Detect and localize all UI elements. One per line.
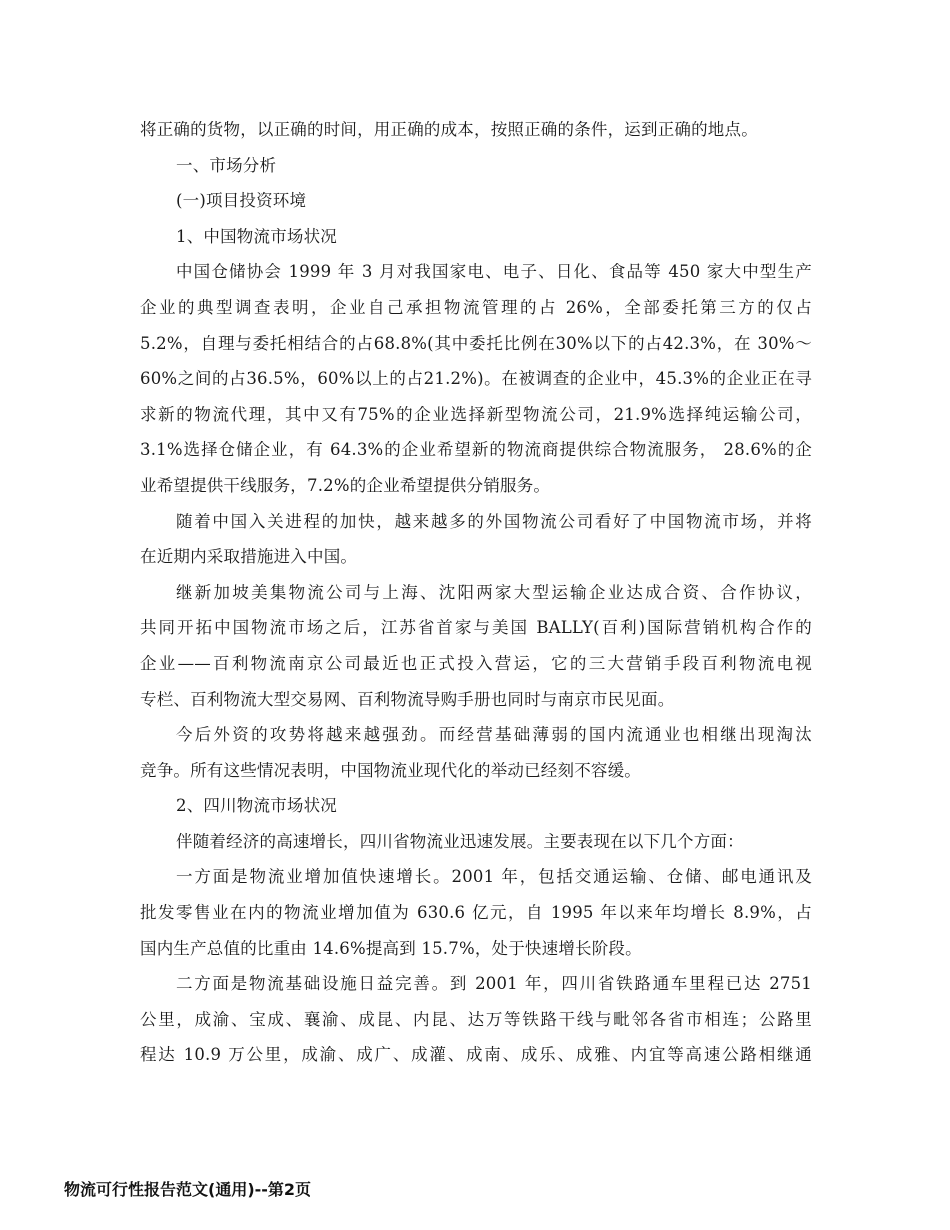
text-line: 在近期内采取措施进入中国。 <box>140 547 358 567</box>
text-line: 一方面是物流业增加值快速增长。2001 年，包括交通运输、仓储、邮电通讯及 <box>176 867 812 887</box>
section-heading: 2、四川物流市场状况 <box>176 796 337 816</box>
text-line: 60%之间的占36.5%，60%以上的占21.2%)。在被调查的企业中，45.3%的企业正在寻 <box>140 369 812 389</box>
text-line: 共同开拓中国物流市场之后，江苏省首家与美国 BALLY(百利)国际营销机构合作的 <box>140 618 812 638</box>
text-line: 国内生产总值的比重由 14.6%提高到 15.7%，处于快速增长阶段。 <box>140 938 642 958</box>
text-line: 3.1%选择仓储企业，有 64.3%的企业希望新的物流商提供综合物流服务， 28.6%的企 <box>140 440 812 460</box>
text-line: 5.2%，自理与委托相结合的占68.8%(其中委托比例在30%以下的占42.3%，在 30%～ <box>140 333 812 353</box>
section-heading: (一)项目投资环境 <box>176 191 307 211</box>
text-line: 程达 10.9 万公里，成渝、成广、成灌、成南、成乐、成雅、内宜等高速公路相继通 <box>140 1045 812 1065</box>
text-line: 今后外资的攻势将越来越强劲。而经营基础薄弱的国内流通业也相继出现淘汰 <box>176 725 812 745</box>
text-line: 继新加坡美集物流公司与上海、沈阳两家大型运输企业达成合资、合作协议， <box>176 582 812 602</box>
text-line: 竞争。所有这些情况表明，中国物流业现代化的举动已经刻不容缓。 <box>140 760 641 780</box>
section-heading: 1、中国物流市场状况 <box>176 226 337 246</box>
text-line: 将正确的货物，以正确的时间，用正确的成本，按照正确的条件，运到正确的地点。 <box>140 120 758 139</box>
text-line: 中国仓储协会 1999 年 3 月对我国家电、电子、日化、食品等 450 家大中型生产 <box>176 262 812 282</box>
text-line: 二方面是物流基础设施日益完善。到 2001 年，四川省铁路通车里程已达 2751 <box>176 974 812 994</box>
text-line: 求新的物流代理，其中又有75%的企业选择新型物流公司，21.9%选择纯运输公司， <box>140 404 812 424</box>
text-line: 企业的典型调查表明，企业自己承担物流管理的占 26%，全部委托第三方的仅占 <box>140 297 812 317</box>
text-line: 专栏、百利物流大型交易网、百利物流导购手册也同时与南京市民见面。 <box>140 689 675 709</box>
text-line: 批发零售业在内的物流业增加值为 630.6 亿元，自 1995 年以来年均增长 8.9%，占 <box>140 903 812 923</box>
section-heading: 一、市场分析 <box>176 155 277 175</box>
text-line: 业希望提供干线服务，7.2%的企业希望提供分销服务。 <box>140 475 551 495</box>
text-line: 公里，成渝、宝成、襄渝、成昆、内昆、达万等铁路干线与毗邻各省市相连；公路里 <box>140 1009 812 1029</box>
text-line: 企业——百利物流南京公司最近也正式投入营运，它的三大营销手段百利物流电视 <box>140 653 812 673</box>
text-line: 随着中国入关进程的加快，越来越多的外国物流公司看好了中国物流市场，并将 <box>176 511 812 531</box>
text-line: 伴随着经济的高速增长，四川省物流业迅速发展。主要表现在以下几个方面： <box>176 831 744 851</box>
document-body <box>140 112 812 1073</box>
page-footer: 物流可行性报告范文(通用)--第2页 <box>64 1180 312 1199</box>
